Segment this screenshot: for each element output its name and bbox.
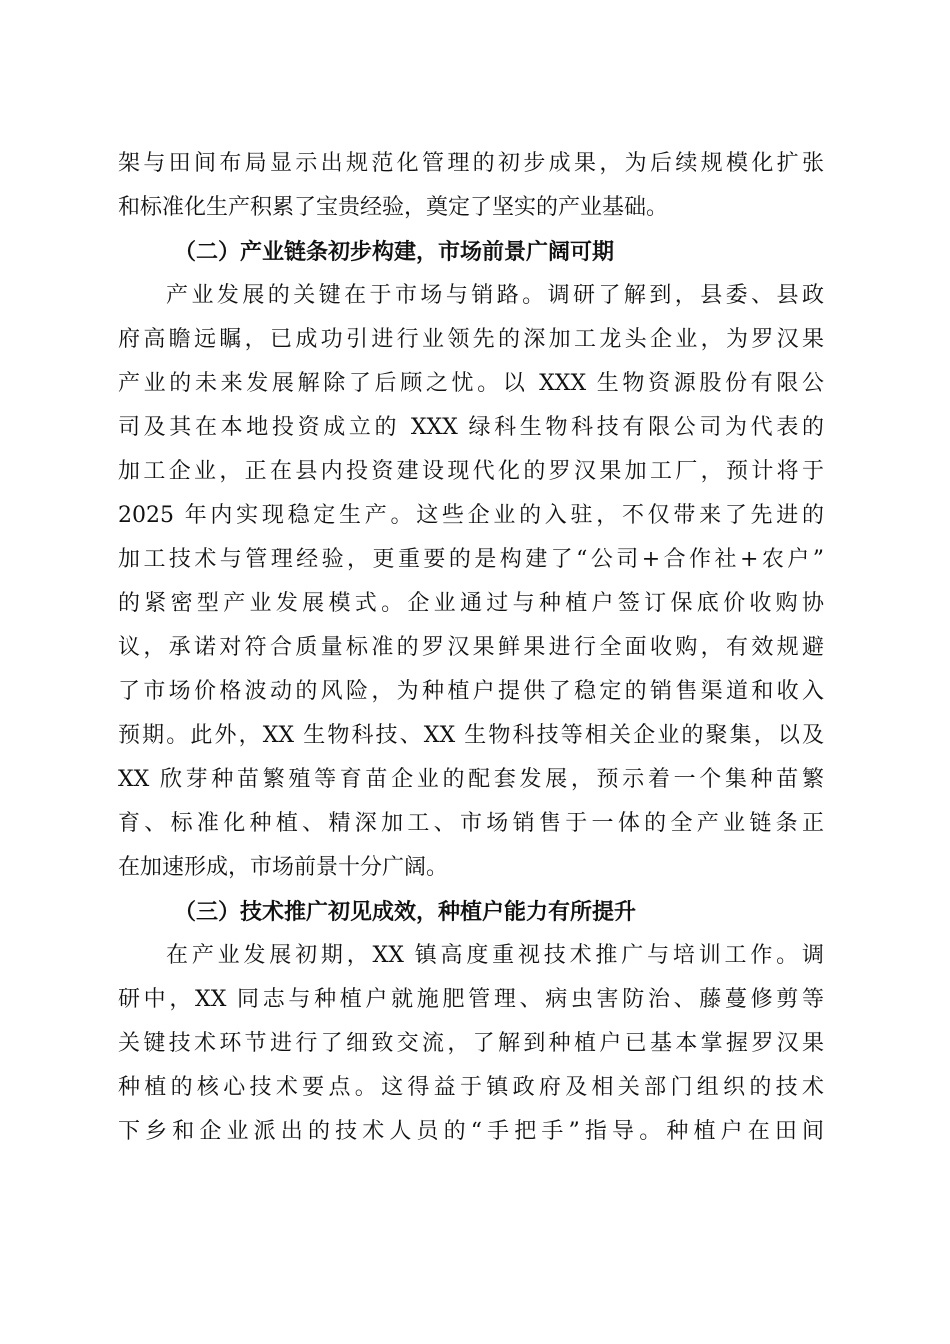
paragraph-line: 府高瞻远瞩，已成功引进行业领先的深加工龙头企业，为罗汉果 xyxy=(118,327,824,352)
document-page xyxy=(118,142,824,1154)
paragraph-line: 预期。此外，XX 生物科技、XX 生物科技等相关企业的聚集，以及 xyxy=(118,723,824,748)
paragraph-line: 研中，XX 同志与种植户就施肥管理、病虫害防治、藤蔓修剪等 xyxy=(118,987,824,1012)
paragraph-line: 的紧密型产业发展模式。企业通过与种植户签订保底价收购协 xyxy=(118,591,824,616)
section-heading: （二）产业链条初步构建，市场前景广阔可期 xyxy=(174,239,615,265)
paragraph-line: 关键技术环节进行了细致交流，了解到种植户已基本掌握罗汉果 xyxy=(118,1031,824,1056)
paragraph-line: 产业的未来发展解除了后顾之忧。以 XXX 生物资源股份有限公 xyxy=(118,371,824,396)
paragraph-line: 育、标准化种植、精深加工、市场销售于一体的全产业链条正 xyxy=(118,811,824,836)
paragraph-line: 在产业发展初期，XX 镇高度重视技术推广与培训工作。调 xyxy=(166,943,824,968)
paragraph-line: 司及其在本地投资成立的 XXX 绿科生物科技有限公司为代表的 xyxy=(118,415,824,440)
paragraph-line: 议，承诺对符合质量标准的罗汉果鲜果进行全面收购，有效规避 xyxy=(118,635,824,660)
section-heading: （三）技术推广初见成效，种植户能力有所提升 xyxy=(174,899,637,925)
paragraph-line: 加工企业，正在县内投资建设现代化的罗汉果加工厂，预计将于 xyxy=(118,459,824,484)
paragraph-line: 种植的核心技术要点。这得益于镇政府及相关部门组织的技术 xyxy=(118,1075,824,1100)
paragraph-line: 2025 年内实现稳定生产。这些企业的入驻，不仅带来了先进的 xyxy=(118,503,824,528)
paragraph-line: 了市场价格波动的风险，为种植户提供了稳定的销售渠道和收入 xyxy=(118,679,824,704)
paragraph-line: 架与田间布局显示出规范化管理的初步成果，为后续规模化扩张 xyxy=(118,151,824,176)
paragraph-line: 和标准化生产积累了宝贵经验，奠定了坚实的产业基础。 xyxy=(118,195,669,220)
paragraph-line: 下乡和企业派出的技术人员的“手把手”指导。种植户在田间 xyxy=(118,1119,824,1144)
paragraph-line: 产业发展的关键在于市场与销路。调研了解到，县委、县政 xyxy=(166,283,824,308)
paragraph-line: 在加速形成，市场前景十分广阔。 xyxy=(118,855,449,880)
paragraph-line: 加工技术与管理经验，更重要的是构建了“公司+合作社+农户” xyxy=(118,547,824,572)
paragraph-line: XX 欣芽种苗繁殖等育苗企业的配套发展，预示着一个集种苗繁 xyxy=(118,767,824,792)
